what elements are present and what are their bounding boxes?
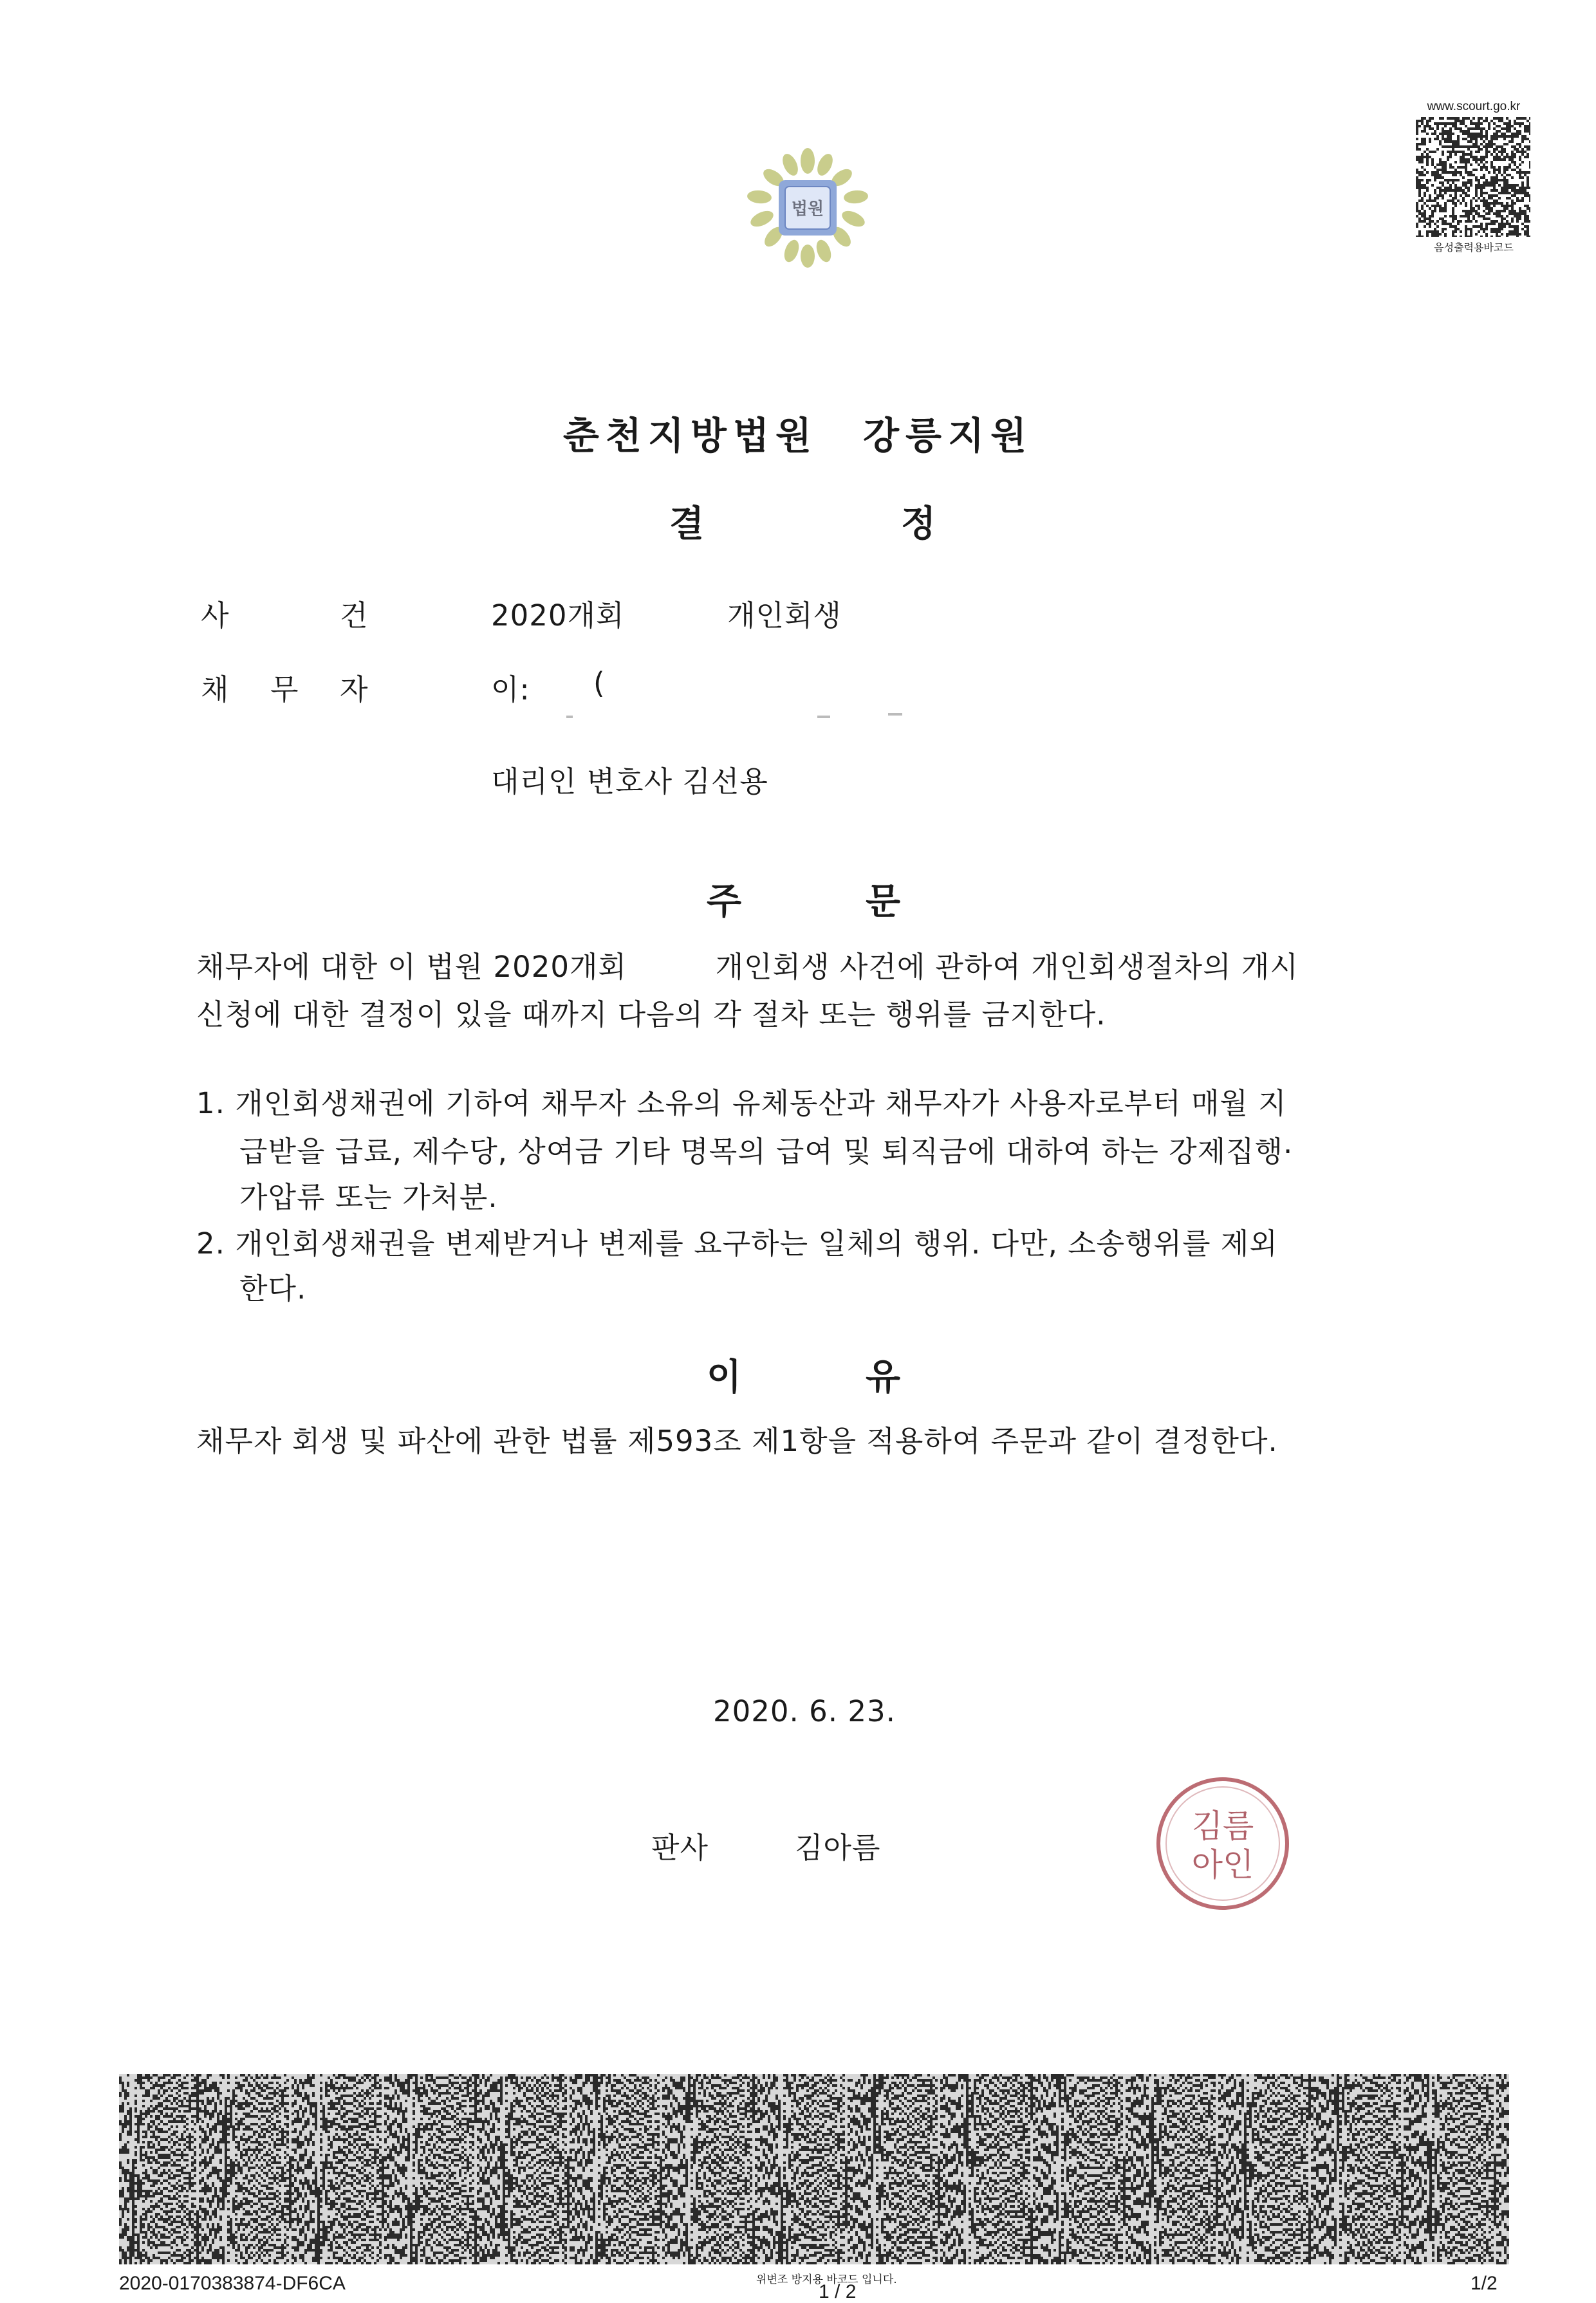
document-id: 2020-0170383874-DF6CA (119, 2273, 346, 2294)
judge-name: 김아름 (795, 1831, 881, 1865)
debtor-agent: 대리인 변호사 김선용 (491, 764, 768, 799)
redaction-mark (888, 713, 902, 716)
voice-output-barcode (1416, 117, 1530, 237)
judge-title: 판사 (651, 1831, 709, 1865)
reason-heading-2: 유 (866, 1356, 901, 1398)
reason-heading-1: 이 (707, 1356, 742, 1398)
order-item-1-line-3: 가압류 또는 가처분. (239, 1180, 498, 1214)
svg-text:김름: 김름 (1191, 1808, 1254, 1845)
qr-label: 음성출력용바코드 (1434, 241, 1514, 254)
redaction-mark (566, 716, 573, 718)
svg-text:아인: 아인 (1191, 1846, 1254, 1883)
page-number-center: 1 / 2 (819, 2281, 857, 2302)
court-name-branch: 강릉지원 (863, 414, 1034, 458)
debtor-label-3: 자 (340, 672, 368, 707)
barcode-pattern (1416, 117, 1530, 237)
page-number-right: 1/2 (1471, 2273, 1498, 2294)
decision-title-char-2: 정 (901, 503, 936, 545)
decision-title-char-1: 결 (669, 503, 705, 545)
anti-forgery-barcode (119, 2074, 1509, 2264)
case-type: 개인회생 (727, 598, 842, 633)
case-label-1: 사 (201, 598, 229, 633)
debtor-label-1: 채 (201, 672, 229, 707)
judge-seal-stamp (1152, 1773, 1294, 1914)
case-label-2: 건 (340, 598, 368, 633)
court-name-main: 춘천지방법원 (562, 414, 819, 458)
order-intro-line-2: 신청에 대한 결정이 있을 때까지 다음의 각 절차 또는 행위를 금지한다. (196, 997, 1106, 1031)
seal-text: 법원 (791, 199, 824, 219)
qr-url: www.scourt.go.kr (1427, 100, 1521, 113)
order-heading-1: 주 (707, 881, 742, 923)
order-item-1-line-2: 급받을 급료, 제수당, 상여금 기타 명목의 급여 및 퇴직금에 대하여 하는 강제집행· (239, 1134, 1294, 1169)
order-intro-line-1: 채무자에 대한 이 법원 2020개회 개인회생 사건에 관하여 개인회생절차의 개시 (196, 950, 1299, 984)
order-heading-2: 문 (866, 881, 901, 923)
debtor-name: 이: (491, 672, 530, 707)
barcode-note: 위변조 방지용 바코드 입니다. (756, 2273, 897, 2286)
order-item-1-line-1: 1. 개인회생채권에 기하여 채무자 소유의 유체동산과 채무자가 사용자로부터 매월 지 (196, 1086, 1287, 1120)
court-name (0, 405, 1596, 459)
court-seal-logo (734, 147, 882, 269)
reason-text: 채무자 회생 및 파산에 관한 법률 제593조 제1항을 적용하여 주문과 같이 결정한다. (196, 1424, 1278, 1458)
debtor-paren: ( (593, 666, 606, 700)
order-item-2-line-2: 한다. (239, 1272, 307, 1306)
debtor-label-2: 무 (270, 672, 299, 707)
decision-date: 2020. 6. 23. (713, 1694, 896, 1728)
order-item-2-line-1: 2. 개인회생채권을 변제받거나 변제를 요구하는 일체의 행위. 다만, 소송행위를 제외 (196, 1226, 1278, 1261)
case-number: 2020개회 (491, 598, 625, 633)
redaction-mark (817, 716, 830, 718)
